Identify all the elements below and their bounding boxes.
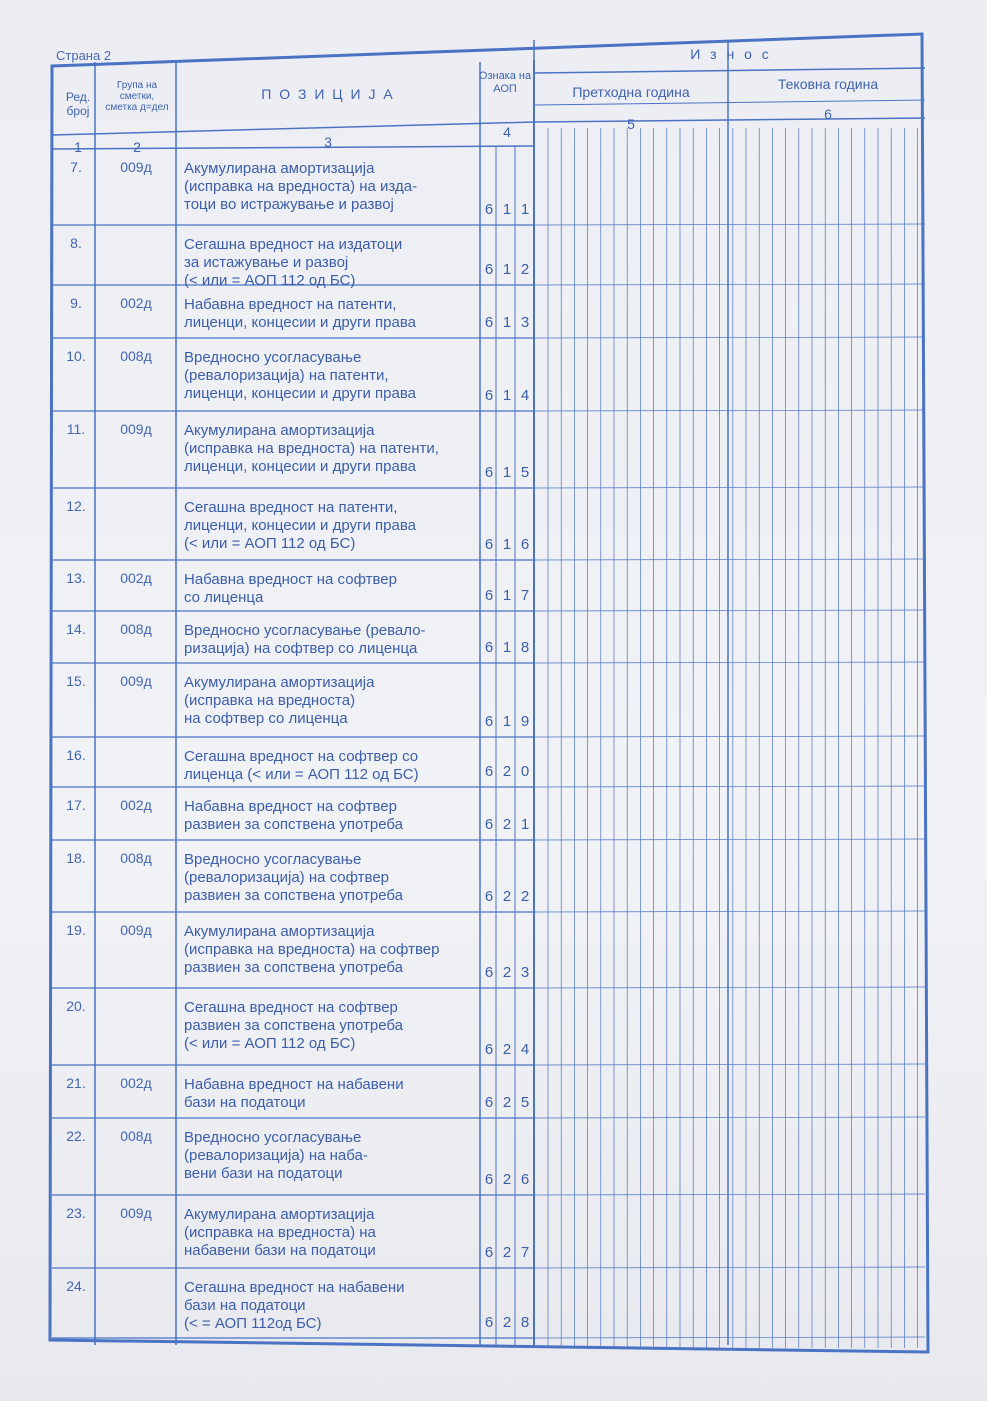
amount-cell-previous-year[interactable] <box>536 227 726 283</box>
row-account-group: 008д <box>120 348 152 364</box>
row-number: 8. <box>70 235 82 251</box>
row-account-group: 002д <box>120 295 152 311</box>
row-account-group: 009д <box>120 922 152 938</box>
aop-digit: 6 <box>520 1171 530 1188</box>
aop-digit: 3 <box>520 964 530 981</box>
amount-cell-previous-year[interactable] <box>536 1197 726 1266</box>
amount-cell-previous-year[interactable] <box>536 490 726 558</box>
row-number: 7. <box>70 159 82 175</box>
row-number: 17. <box>66 797 86 813</box>
row-separator-amount <box>534 559 925 560</box>
row-number: 23. <box>66 1205 86 1221</box>
amount-cell-previous-year[interactable] <box>536 413 726 486</box>
amount-cell-current-year[interactable] <box>730 842 920 910</box>
row-number: 24. <box>66 1278 86 1294</box>
aop-digit: 1 <box>502 387 512 404</box>
aop-digit: 6 <box>484 201 494 218</box>
amount-cell-current-year[interactable] <box>730 1197 920 1266</box>
row-separator-amount <box>534 1267 925 1268</box>
aop-digit: 2 <box>502 1041 512 1058</box>
aop-digit: 8 <box>520 1314 530 1331</box>
amount-cell-previous-year[interactable] <box>536 665 726 735</box>
row-position-text: Вредносно усогласување (ревалоризација) на софтвер развиен за сопствена употреба <box>184 851 403 904</box>
row-number: 18. <box>66 850 86 866</box>
amount-cell-current-year[interactable] <box>730 562 920 609</box>
row-separator-amount <box>534 987 925 988</box>
header-account-group: Група на сметки, сметка д=дел <box>105 80 169 113</box>
header-aop-code: Ознака на АОП <box>478 70 532 95</box>
aop-digit: 6 <box>484 713 494 730</box>
amount-cell-current-year[interactable] <box>730 613 920 661</box>
colnum-6: 6 <box>824 106 832 122</box>
aop-digit: 6 <box>484 1171 494 1188</box>
amount-cell-previous-year[interactable] <box>536 914 726 986</box>
aop-digit: 1 <box>502 201 512 218</box>
aop-digit: 7 <box>520 1244 530 1261</box>
row-separator-amount <box>534 1337 925 1338</box>
header-position: П О З И Ц И Ј А <box>261 86 395 102</box>
colnum-3: 3 <box>324 134 332 150</box>
amount-cell-previous-year[interactable] <box>536 613 726 661</box>
aop-digit: 2 <box>502 1244 512 1261</box>
amount-cell-current-year[interactable] <box>730 914 920 986</box>
row-position-text: Набавна вредност на набавени бази на податоци <box>184 1076 404 1111</box>
aop-digit: 2 <box>520 888 530 905</box>
header-previous-year: Претходна година <box>572 84 690 100</box>
amount-cell-current-year[interactable] <box>730 413 920 486</box>
row-position-text: Акумулирана амортизација (исправка на вредноста) на изда- тоци во истражување и развој <box>184 160 418 213</box>
row-account-group: 008д <box>120 850 152 866</box>
row-separator-amount <box>534 786 925 787</box>
aop-digit: 6 <box>484 763 494 780</box>
row-account-group: 008д <box>120 1128 152 1144</box>
aop-digit: 4 <box>520 387 530 404</box>
header-subyear-line <box>534 100 925 105</box>
amount-cell-previous-year[interactable] <box>536 789 726 838</box>
row-position-text: Сегашна вредност на патенти, лиценци, концесии и други права (< или = АОП 112 од БС) <box>184 499 416 552</box>
aop-digit: 2 <box>520 261 530 278</box>
aop-digit: 1 <box>502 314 512 331</box>
amount-cell-current-year[interactable] <box>730 151 920 223</box>
aop-digit: 2 <box>502 816 512 833</box>
aop-digit: 1 <box>502 587 512 604</box>
aop-digit: 6 <box>520 536 530 553</box>
row-account-group: 008д <box>120 621 152 637</box>
row-position-text: Вредносно усогласување (ревалоризација) на наба- вени бази на податоци <box>184 1129 368 1182</box>
amount-cell-previous-year[interactable] <box>536 842 726 910</box>
aop-digit: 1 <box>502 713 512 730</box>
aop-digit: 6 <box>484 587 494 604</box>
header-row-number: Ред. број <box>65 90 91 118</box>
row-position-text: Набавна вредност на патенти, лиценци, концесии и други права <box>184 296 416 331</box>
aop-digit: 4 <box>520 1041 530 1058</box>
aop-digit: 6 <box>484 964 494 981</box>
colnum-1: 1 <box>74 139 82 155</box>
row-account-group: 009д <box>120 673 152 689</box>
aop-digit: 1 <box>520 201 530 218</box>
aop-digit: 1 <box>502 639 512 656</box>
amount-cell-current-year[interactable] <box>730 665 920 735</box>
row-number: 14. <box>66 621 86 637</box>
amount-cell-current-year[interactable] <box>730 1120 920 1193</box>
aop-digit: 6 <box>484 314 494 331</box>
row-separator-amount <box>534 911 925 912</box>
row-number: 10. <box>66 348 86 364</box>
row-separator-amount <box>534 410 925 411</box>
aop-digit: 6 <box>484 1094 494 1111</box>
amount-cell-current-year[interactable] <box>730 789 920 838</box>
aop-digit: 6 <box>484 261 494 278</box>
aop-digit: 6 <box>484 464 494 481</box>
aop-digit: 6 <box>484 816 494 833</box>
amount-cell-previous-year[interactable] <box>536 1120 726 1193</box>
row-account-group: 002д <box>120 1075 152 1091</box>
row-separator-amount <box>534 284 925 285</box>
row-account-group: 002д <box>120 797 152 813</box>
amount-cell-current-year[interactable] <box>730 227 920 283</box>
row-separator-amount <box>534 610 925 611</box>
header-amount-divider <box>534 68 925 73</box>
amount-cell-current-year[interactable] <box>730 287 920 336</box>
row-account-group: 009д <box>120 421 152 437</box>
amount-cell-previous-year[interactable] <box>536 562 726 609</box>
aop-digit: 2 <box>502 763 512 780</box>
aop-digit: 0 <box>520 763 530 780</box>
amount-cell-previous-year[interactable] <box>536 1067 726 1116</box>
aop-digit: 6 <box>484 639 494 656</box>
colnum-4: 4 <box>503 124 511 140</box>
aop-digit: 7 <box>520 587 530 604</box>
aop-digit: 3 <box>520 314 530 331</box>
amount-cell-previous-year[interactable] <box>536 287 726 336</box>
aop-digit: 5 <box>520 464 530 481</box>
aop-digit: 2 <box>502 1094 512 1111</box>
row-separator-amount <box>534 662 925 663</box>
aop-digit: 6 <box>484 1314 494 1331</box>
amount-cell-current-year[interactable] <box>730 340 920 409</box>
row-position-text: Сегашна вредност на издатоци за истажување и развој (< или = АОП 112 од БС) <box>184 236 403 289</box>
page-label: Страна 2 <box>56 48 112 63</box>
amount-cell-current-year[interactable] <box>730 739 920 785</box>
row-separator-amount <box>534 487 925 488</box>
aop-digit: 6 <box>484 387 494 404</box>
row-separator-amount <box>534 1064 925 1065</box>
row-number: 22. <box>66 1128 86 1144</box>
header-amount: И з н о с <box>690 46 772 62</box>
row-position-text: Набавна вредност на софтвер со лиценца <box>184 571 397 606</box>
aop-digit: 5 <box>520 1094 530 1111</box>
aop-digit: 1 <box>502 536 512 553</box>
amount-cell-current-year[interactable] <box>730 990 920 1063</box>
aop-digit: 6 <box>484 1244 494 1261</box>
row-position-text: Акумулирана амортизација (исправка на вредноста) на софтвер развиен за сопствена употреба <box>184 923 440 976</box>
aop-digit: 1 <box>502 261 512 278</box>
aop-digit: 1 <box>502 464 512 481</box>
amount-cell-previous-year[interactable] <box>536 990 726 1063</box>
row-position-text: Акумулирана амортизација (исправка на вредноста) на набавени бази на податоци <box>184 1206 376 1259</box>
row-account-group: 009д <box>120 1205 152 1221</box>
colnum-2: 2 <box>133 139 141 155</box>
aop-digit: 6 <box>484 888 494 905</box>
row-separator-amount <box>534 736 925 737</box>
aop-digit: 9 <box>520 713 530 730</box>
row-position-text: Сегашна вредност на набавени бази на податоци (< = АОП 112од БС) <box>184 1279 405 1332</box>
row-position-text: Сегашна вредност на софтвер со лиценца (< или = АОП 112 од БС) <box>184 748 419 783</box>
amount-cell-previous-year[interactable] <box>536 151 726 223</box>
row-position-text: Акумулирана амортизација (исправка на вредноста) на патенти, лиценци, концесии и други права <box>184 422 439 475</box>
aop-digit: 6 <box>484 1041 494 1058</box>
amount-cell-previous-year[interactable] <box>536 739 726 785</box>
amount-cell-current-year[interactable] <box>730 490 920 558</box>
row-number: 12. <box>66 498 86 514</box>
row-separator-amount <box>534 839 925 840</box>
aop-digit: 2 <box>502 964 512 981</box>
row-separator-amount <box>534 337 925 338</box>
row-position-text: Вредносно усогласување (ревалоризација) на патенти, лиценци, концесии и други права <box>184 349 416 402</box>
row-account-group: 009д <box>120 159 152 175</box>
row-number: 21. <box>66 1075 86 1091</box>
amount-cell-current-year[interactable] <box>730 1270 920 1336</box>
aop-digit: 1 <box>520 816 530 833</box>
row-number: 20. <box>66 998 86 1014</box>
aop-digit: 6 <box>484 536 494 553</box>
row-account-group: 002д <box>120 570 152 586</box>
row-number: 13. <box>66 570 86 586</box>
row-position-text: Вредносно усогласување (ревало- ризација) на софтвер со лиценца <box>184 622 426 657</box>
amount-cell-previous-year[interactable] <box>536 1270 726 1336</box>
aop-digit: 2 <box>502 888 512 905</box>
row-position-text: Акумулирана амортизација (исправка на вредноста) на софтвер со лиценца <box>184 674 375 727</box>
aop-digit: 8 <box>520 639 530 656</box>
row-position-text: Набавна вредност на софтвер развиен за сопствена употреба <box>184 798 403 833</box>
row-number: 9. <box>70 295 82 311</box>
header-current-year: Тековна година <box>777 76 879 92</box>
row-number: 19. <box>66 922 86 938</box>
aop-digit: 2 <box>502 1314 512 1331</box>
row-separator-amount <box>534 1194 925 1195</box>
aop-digit: 2 <box>502 1171 512 1188</box>
row-separator-amount <box>534 224 925 225</box>
row-separator-amount <box>534 1117 925 1118</box>
amount-cell-current-year[interactable] <box>730 1067 920 1116</box>
row-number: 11. <box>66 421 86 437</box>
row-position-text: Сегашна вредност на софтвер развиен за сопствена употреба (< или = АОП 112 од БС) <box>184 999 403 1052</box>
amount-cell-previous-year[interactable] <box>536 340 726 409</box>
row-number: 16. <box>66 747 86 763</box>
colnum-5: 5 <box>627 116 635 132</box>
row-number: 15. <box>66 673 86 689</box>
